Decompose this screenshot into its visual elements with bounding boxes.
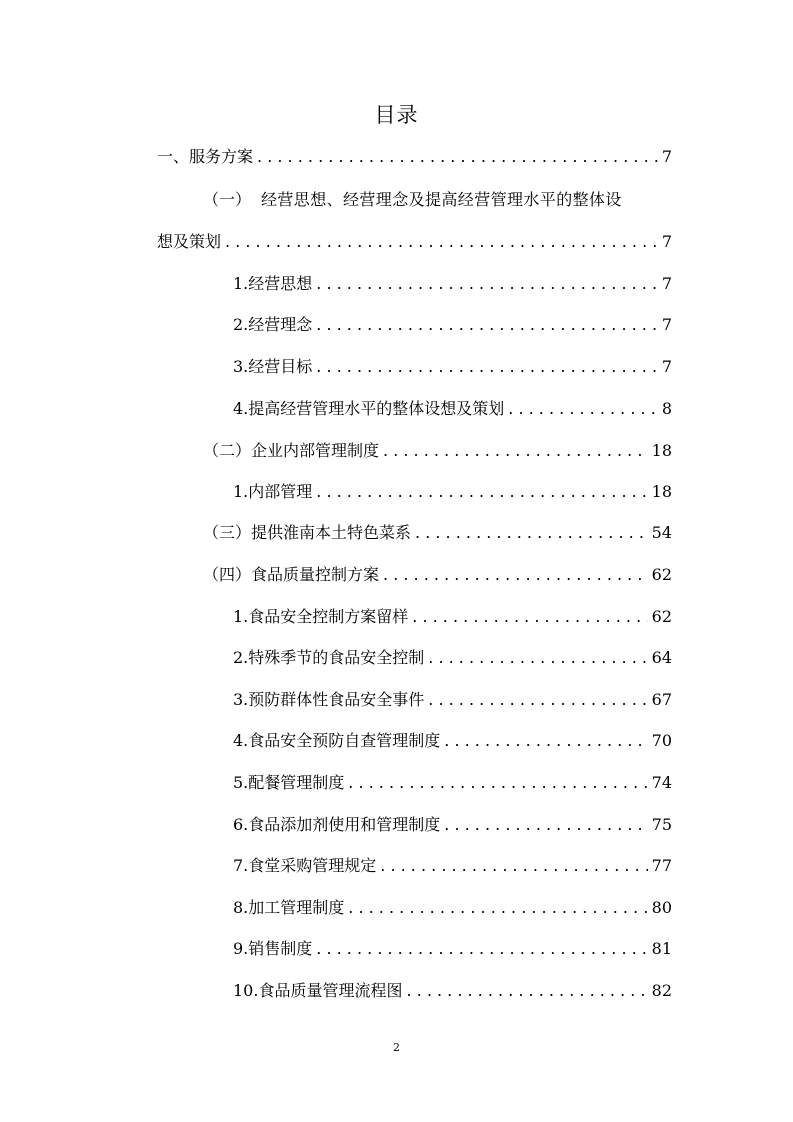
toc-leader-dots (428, 643, 647, 673)
toc-entry-page: 7 (661, 315, 672, 334)
toc-entry[interactable] (233, 810, 672, 840)
toc-entry-text-continued: 想及策划 (157, 232, 222, 251)
toc-entry-number: 2. (233, 315, 249, 334)
toc-entry-number: 1. (233, 482, 249, 501)
toc-entry[interactable] (233, 643, 672, 673)
toc-entry-text: 经营思想 (248, 274, 313, 293)
toc-entry-page: 18 (651, 482, 672, 501)
toc-leader-dots (428, 685, 647, 715)
toc-entry-number: 一、 (157, 147, 190, 166)
toc-leader-dots (415, 518, 648, 548)
toc-entry[interactable] (233, 269, 672, 299)
toc-leader-dots (316, 352, 658, 382)
toc-leader-dots (412, 602, 647, 632)
toc-entry-page: 82 (651, 981, 672, 1000)
toc-leader-dots (225, 227, 658, 257)
toc-leader-dots (316, 310, 658, 340)
toc-entry[interactable] (233, 893, 672, 923)
toc-entry[interactable] (233, 726, 672, 756)
toc-entry-text: 经营思想、经营理念及提高经营管理水平的整体设 (261, 190, 622, 209)
toc-leader-dots (444, 726, 647, 756)
page-number: 2 (393, 1041, 400, 1054)
toc-leader-dots (444, 810, 647, 840)
toc-entry-page: 8 (661, 399, 672, 418)
toc-leader-dots (348, 768, 647, 798)
toc-entry[interactable] (233, 602, 672, 632)
toc-entry-text: 食堂采购管理规定 (248, 856, 377, 875)
toc-entry-number: 8. (233, 898, 249, 917)
toc-entry-text: 食品质量管理流程图 (258, 981, 403, 1000)
toc-leader-dots (316, 477, 647, 507)
toc-entry-number: 3. (233, 690, 249, 709)
toc-entry-text: 食品质量控制方案 (251, 565, 380, 584)
toc-entry-text: 销售制度 (248, 939, 313, 958)
toc-entry-text: 食品安全控制方案留样 (248, 607, 409, 626)
toc-entry-number: （一） (203, 190, 252, 209)
toc-entry-number: 4. (233, 399, 249, 418)
toc-entry-page: 7 (661, 274, 672, 293)
toc-entry-text: 食品安全预防自查管理制度 (248, 731, 441, 750)
toc-entry[interactable] (157, 142, 672, 172)
toc-entry[interactable] (233, 685, 672, 715)
toc-entry-page: 64 (651, 648, 672, 667)
toc-entry-number: （三） (203, 523, 252, 542)
toc-entry-page: 62 (651, 565, 672, 584)
toc-entry-text: 加工管理制度 (248, 898, 345, 917)
toc-entry[interactable] (203, 560, 672, 590)
toc-entry[interactable] (233, 352, 672, 382)
toc-entry-page: 54 (651, 523, 672, 542)
toc-entry-number: （二） (203, 441, 252, 460)
toc-entry-page: 7 (661, 147, 672, 166)
toc-entry-number: 5. (233, 773, 249, 792)
toc-leader-dots (508, 394, 658, 424)
toc-entry-text: 预防群体性食品安全事件 (248, 690, 425, 709)
toc-entry-text: 企业内部管理制度 (251, 441, 380, 460)
toc-entry[interactable] (203, 436, 672, 466)
toc-entry-page: 81 (651, 939, 672, 958)
toc-entry-number: 4. (233, 731, 249, 750)
toc-leader-dots (380, 851, 647, 881)
toc-entry-number: 3. (233, 357, 249, 376)
toc-leader-dots (316, 934, 647, 964)
toc-entry-page: 62 (651, 607, 672, 626)
toc-entry-page: 18 (651, 441, 672, 460)
toc-entry-text: 食品添加剂使用和管理制度 (248, 815, 441, 834)
toc-leader-dots (383, 560, 648, 590)
toc-leader-dots (348, 893, 647, 923)
toc-entry-number: （四） (203, 565, 252, 584)
toc-entry[interactable] (233, 394, 672, 424)
toc-entry[interactable] (203, 518, 672, 548)
toc-entry-page: 77 (651, 856, 672, 875)
toc-entry-number: 7. (233, 856, 249, 875)
toc-entry-text: 经营目标 (248, 357, 313, 376)
toc-entry-page: 75 (651, 815, 672, 834)
toc-entry-number: 1. (233, 274, 249, 293)
toc-entry-page: 70 (651, 731, 672, 750)
toc-entry-number: 9. (233, 939, 249, 958)
toc-entry-continuation[interactable] (157, 227, 672, 257)
toc-entry-text: 提供淮南本土特色菜系 (251, 523, 412, 542)
toc-entry[interactable] (233, 310, 672, 340)
toc-entry[interactable] (233, 934, 672, 964)
toc-entry-text: 内部管理 (248, 482, 313, 501)
toc-entry-text: 提高经营管理水平的整体设想及策划 (248, 399, 505, 418)
toc-leader-dots (406, 976, 647, 1006)
toc-entry-text: 服务方案 (189, 147, 254, 166)
toc-leader-dots (383, 436, 648, 466)
toc-entry-number: 2. (233, 648, 249, 667)
toc-entry[interactable] (233, 768, 672, 798)
toc-entry-page: 80 (651, 898, 672, 917)
toc-entry-text: 配餐管理制度 (248, 773, 345, 792)
toc-entry-number: 6. (233, 815, 249, 834)
toc-entry-text: 特殊季节的食品安全控制 (248, 648, 425, 667)
toc-entry-number: 10. (233, 981, 259, 1000)
toc-entry-page: 7 (661, 357, 672, 376)
toc-entry[interactable] (233, 851, 672, 881)
toc-entry-page: 67 (651, 690, 672, 709)
page-title: 目录 (374, 103, 419, 127)
toc-leader-dots (316, 269, 658, 299)
toc-entry[interactable] (233, 477, 672, 507)
toc-entry[interactable] (203, 185, 672, 215)
toc-entry[interactable] (233, 976, 672, 1006)
toc-leader-dots (257, 142, 658, 172)
toc-entry-number: 1. (233, 607, 249, 626)
toc-entry-page: 74 (651, 773, 672, 792)
toc-entry-text: 经营理念 (248, 315, 313, 334)
toc-entry-page: 7 (661, 232, 672, 251)
